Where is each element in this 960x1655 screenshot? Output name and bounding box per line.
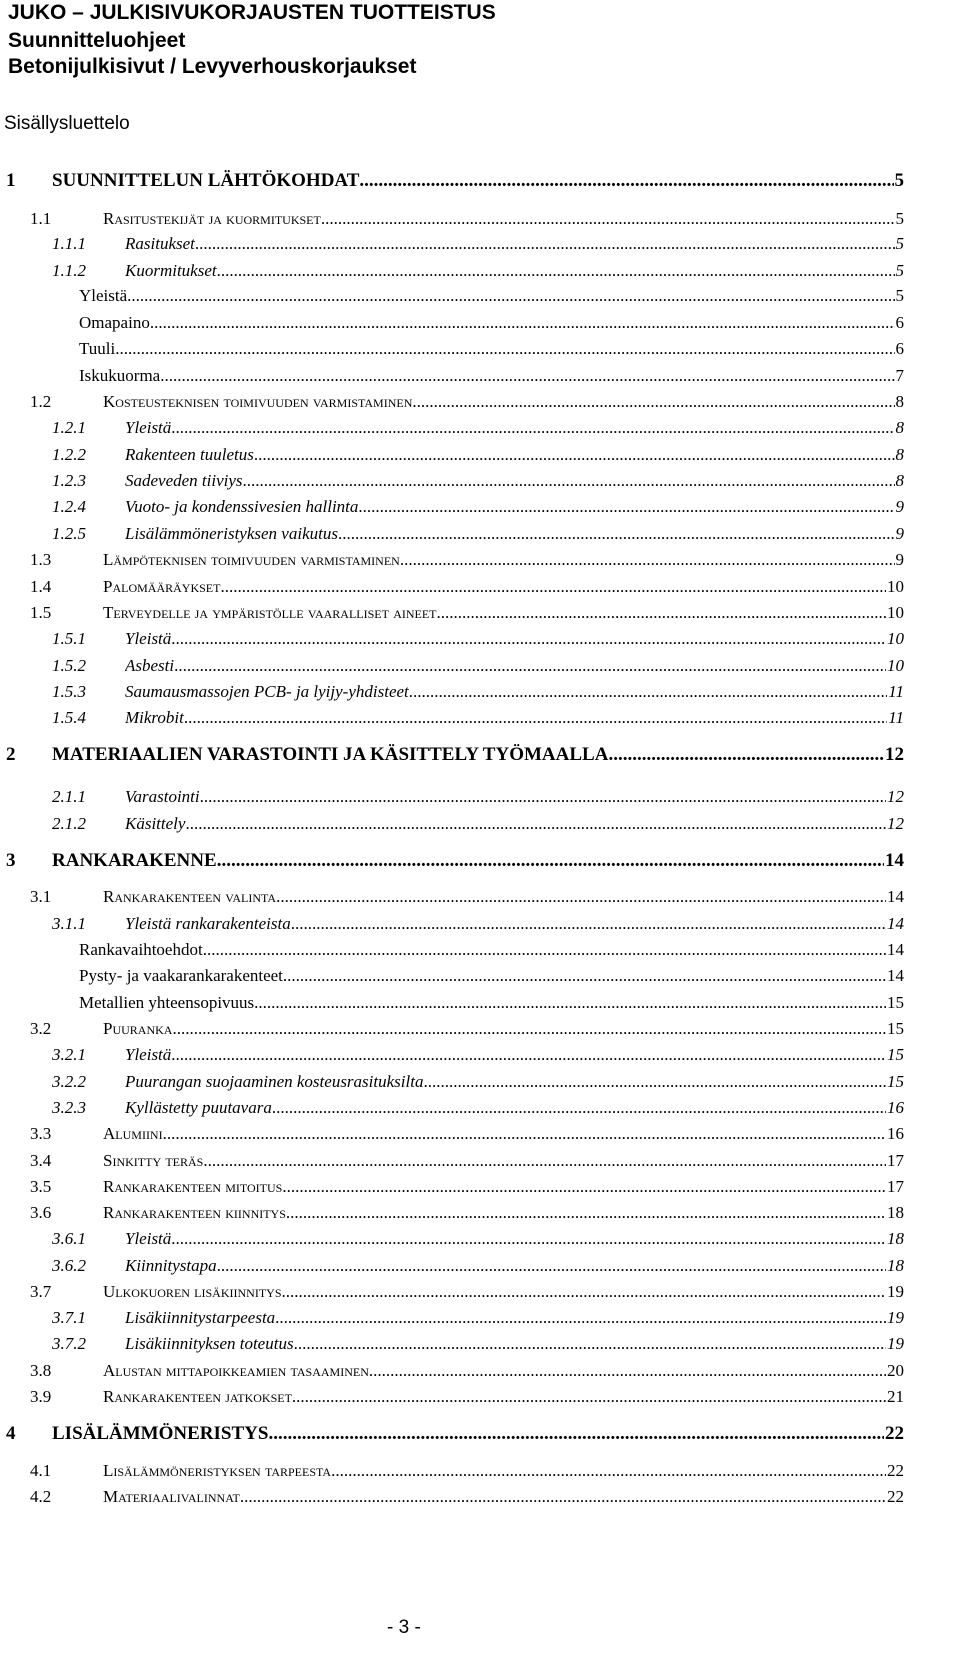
toc-entry-label: MATERIAALIEN VARASTOINTI JA KÄSITTELY TYÖMAALLA — [52, 744, 609, 765]
toc-entry-page: 18 — [887, 1203, 904, 1222]
toc-entry-page: 10 — [887, 603, 904, 622]
dot-leader — [115, 336, 894, 362]
toc-entry-number: 3.2 — [30, 1019, 52, 1038]
toc-entry-label: Käsittely — [125, 814, 186, 833]
toc-entry-label: SUUNNITTELUN LÄHTÖKOHDAT — [52, 170, 360, 191]
toc-entry-label: Terveydelle ja ympäristölle vaaralliset aineet — [103, 603, 437, 622]
toc-entry-page: 7 — [895, 366, 904, 385]
toc-entry-label: Kuormitukset — [125, 261, 217, 280]
toc-entry[interactable] — [0, 494, 904, 520]
toc-entry-label: Tuuli — [79, 339, 116, 358]
toc-entry-number: 1.4 — [30, 577, 52, 596]
toc-entry[interactable] — [0, 415, 904, 441]
toc-entry-number: 3.5 — [30, 1177, 52, 1196]
toc-entry[interactable] — [0, 231, 904, 257]
toc-entry-number: 1.1 — [30, 209, 52, 228]
toc-entry-page: 22 — [885, 1423, 904, 1444]
toc-entry-page: 17 — [887, 1151, 904, 1170]
dot-leader — [171, 1226, 886, 1252]
toc-entry-page: 15 — [887, 1072, 904, 1091]
toc-entry-label: Kyllästetty puutavara — [125, 1098, 272, 1117]
toc-entry-label: Pysty- ja vaakarankarakenteet — [79, 966, 283, 985]
dot-leader — [150, 310, 895, 336]
toc-entry[interactable] — [0, 784, 904, 810]
toc-entry-number: 1 — [6, 170, 16, 191]
dot-leader — [160, 363, 894, 389]
dot-leader — [254, 442, 895, 468]
toc-entry[interactable] — [0, 1016, 904, 1042]
dot-leader — [291, 911, 886, 937]
dot-leader — [358, 494, 894, 520]
toc-entry-page: 12 — [887, 787, 904, 806]
toc-entry-number: 3.3 — [30, 1124, 52, 1143]
toc-entry-label: Palomääräykset — [103, 577, 221, 596]
toc-entry-label: Kosteusteknisen toimivuuden varmistaminen — [103, 392, 413, 411]
toc-entry-label: Yleistä — [79, 286, 128, 305]
toc-entry-label: Rankarakenteen jatkokset — [103, 1387, 292, 1406]
toc-entry-number: 1.2 — [30, 392, 52, 411]
dot-leader — [171, 415, 894, 441]
dot-leader — [272, 1095, 886, 1121]
toc-entry[interactable] — [0, 336, 904, 362]
document-header-subtitle: Suunnitteluohjeet — [8, 29, 186, 52]
toc-entry-number: 4.2 — [30, 1487, 52, 1506]
toc-entry-page: 8 — [895, 471, 904, 490]
toc-entry-page: 5 — [895, 209, 904, 228]
toc-entry-page: 15 — [887, 1045, 904, 1064]
toc-entry-page: 10 — [887, 577, 904, 596]
toc-entry-page: 10 — [887, 629, 904, 648]
toc-entry-number: 1.2.1 — [52, 418, 86, 437]
dot-leader — [217, 258, 895, 284]
dot-leader — [203, 1148, 886, 1174]
toc-entry-number: 1.2.4 — [52, 497, 86, 516]
dot-leader — [331, 1458, 886, 1484]
toc-entry[interactable] — [0, 168, 904, 194]
toc-entry[interactable] — [0, 1069, 904, 1095]
dot-leader — [195, 231, 895, 257]
toc-entry-label: Rankarakenteen valinta — [103, 887, 277, 906]
toc-entry-label: Puuranka — [103, 1019, 173, 1038]
dot-leader — [240, 1484, 886, 1510]
toc-entry-label: Rasitustekijät ja kuormitukset — [103, 209, 321, 228]
dot-leader — [409, 679, 887, 705]
toc-entry-number: 3.1.1 — [52, 914, 86, 933]
toc-entry-label: Varastointi — [125, 787, 200, 806]
toc-entry-label: Alumiini — [103, 1124, 163, 1143]
dot-leader — [185, 811, 886, 837]
dot-leader — [184, 705, 887, 731]
toc-entry-label: Yleistä — [125, 1229, 172, 1248]
toc-entry[interactable] — [0, 679, 904, 705]
toc-entry-number: 4.1 — [30, 1461, 52, 1480]
toc-entry-number: 3.1 — [30, 887, 52, 906]
toc-entry-label: LISÄLÄMMÖNERISTYS — [52, 1423, 269, 1444]
toc-entry-page: 8 — [895, 418, 904, 437]
toc-entry-page: 14 — [885, 850, 904, 871]
toc-entry[interactable] — [0, 600, 904, 626]
toc-entry-number: 3 — [6, 850, 16, 871]
toc-entry-page: 19 — [887, 1282, 904, 1301]
dot-leader — [243, 468, 895, 494]
toc-entry-page: 19 — [887, 1334, 904, 1353]
toc-entry-number: 3.7.1 — [52, 1308, 86, 1327]
toc-entry-number: 1.5.2 — [52, 656, 86, 675]
dot-leader — [321, 206, 895, 232]
toc-entry-number: 3.2.2 — [52, 1072, 86, 1091]
dot-leader — [286, 1200, 886, 1226]
dot-leader — [217, 848, 884, 874]
toc-entry[interactable] — [0, 626, 904, 652]
toc-entry[interactable] — [0, 884, 904, 910]
toc-entry-number: 1.5 — [30, 603, 52, 622]
toc-entry-page: 6 — [895, 339, 904, 358]
toc-entry[interactable] — [0, 742, 904, 768]
toc-entry-page: 19 — [887, 1308, 904, 1327]
toc-entry-number: 1.2.2 — [52, 445, 86, 464]
toc-entry[interactable] — [0, 1226, 904, 1252]
toc-entry-label: Lisäkiinnitystarpeesta — [125, 1308, 276, 1327]
toc-entry-page: 14 — [887, 940, 904, 959]
toc-entry-label: Rasitukset — [125, 234, 195, 253]
document-header-title: JUKO – JULKISIVUKORJAUSTEN TUOTTEISTUS — [8, 1, 496, 24]
dot-leader — [282, 1279, 886, 1305]
toc-entry-label: Puurangan suojaaminen kosteusrasituksilta — [125, 1072, 424, 1091]
toc-entry-page: 8 — [895, 445, 904, 464]
toc-entry-label: Materiaalivalinnat — [103, 1487, 240, 1506]
toc-entry-number: 1.1.2 — [52, 261, 86, 280]
dot-leader — [275, 1305, 886, 1331]
toc-entry[interactable] — [0, 1358, 904, 1384]
dot-leader — [171, 1042, 886, 1068]
toc-entry-label: Mikrobit — [125, 708, 184, 727]
toc-entry[interactable] — [0, 1200, 904, 1226]
toc-entry-number: 2.1.1 — [52, 787, 86, 806]
toc-entry[interactable] — [0, 468, 904, 494]
dot-leader — [174, 653, 886, 679]
toc-entry-label: RANKARAKENNE — [52, 850, 217, 871]
dot-leader — [294, 1331, 886, 1357]
dot-leader — [359, 168, 893, 194]
toc-entry-label: Omapaino — [79, 313, 150, 332]
dot-leader — [172, 1016, 886, 1042]
toc-entry-number: 2 — [6, 744, 16, 765]
dot-leader — [400, 547, 895, 573]
toc-entry[interactable] — [0, 990, 904, 1016]
dot-leader — [276, 884, 886, 910]
toc-entry-label: Rakenteen tuuletus — [125, 445, 254, 464]
toc-entry-number: 3.6.2 — [52, 1256, 86, 1275]
toc-entry-number: 3.9 — [30, 1387, 52, 1406]
toc-entry-number: 4 — [6, 1423, 16, 1444]
dot-leader — [220, 574, 886, 600]
toc-entry-number: 1.5.3 — [52, 682, 86, 701]
toc-entry[interactable] — [0, 848, 904, 874]
toc-entry[interactable] — [0, 1331, 904, 1357]
toc-entry-label: Lisälämmöneristyksen vaikutus — [125, 524, 338, 543]
toc-entry-number: 1.5.4 — [52, 708, 86, 727]
toc-entry-page: 5 — [894, 170, 904, 191]
toc-entry-label: Yleistä — [125, 1045, 172, 1064]
toc-entry[interactable] — [0, 705, 904, 731]
toc-entry-page: 21 — [887, 1387, 904, 1406]
toc-entry-label: Sadeveden tiiviys — [125, 471, 243, 490]
dot-leader — [127, 283, 894, 309]
toc-entry-page: 12 — [885, 744, 904, 765]
toc-entry-number: 3.6 — [30, 1203, 52, 1222]
toc-entry[interactable] — [0, 653, 904, 679]
page-number: - 3 - — [387, 1617, 421, 1638]
toc-entry-page: 10 — [887, 656, 904, 675]
dot-leader — [412, 389, 894, 415]
toc-entry-page: 14 — [887, 966, 904, 985]
toc-entry[interactable] — [0, 811, 904, 837]
toc-entry[interactable] — [0, 574, 904, 600]
toc-entry-label: Metallien yhteensopivuus — [79, 993, 255, 1012]
toc-entry-label: Rankavaihtoehdot — [79, 940, 203, 959]
toc-entry-label: Lisäkiinnityksen toteutus — [125, 1334, 294, 1353]
toc-entry[interactable] — [0, 1253, 904, 1279]
toc-entry[interactable] — [0, 1384, 904, 1410]
toc-entry-page: 20 — [887, 1361, 904, 1380]
toc-entry[interactable] — [0, 911, 904, 937]
dot-leader — [369, 1358, 886, 1384]
toc-entry-number: 3.4 — [30, 1151, 52, 1170]
toc-entry[interactable] — [0, 1279, 904, 1305]
dot-leader — [437, 600, 886, 626]
toc-entry-page: 14 — [887, 914, 904, 933]
toc-entry-page: 9 — [895, 550, 904, 569]
toc-entry-number: 3.7 — [30, 1282, 52, 1301]
toc-entry[interactable] — [0, 1305, 904, 1331]
toc-entry[interactable] — [0, 1174, 904, 1200]
toc-entry[interactable] — [0, 1458, 904, 1484]
toc-entry-page: 22 — [887, 1487, 904, 1506]
toc-entry[interactable] — [0, 310, 904, 336]
toc-entry-number: 3.2.3 — [52, 1098, 86, 1117]
dot-leader — [608, 742, 884, 768]
toc-entry-label: Sinkitty teräs — [103, 1151, 204, 1170]
toc-entry-page: 18 — [887, 1256, 904, 1275]
document-header-section: Betonijulkisivut / Levyverhouskorjaukset — [8, 55, 417, 78]
dot-leader — [254, 990, 886, 1016]
toc-entry-label: Rankarakenteen mitoitus — [103, 1177, 283, 1196]
toc-entry[interactable] — [0, 1095, 904, 1121]
toc-entry-number: 1.2.3 — [52, 471, 86, 490]
toc-entry-page: 11 — [888, 708, 904, 727]
toc-entry-page: 9 — [895, 524, 904, 543]
toc-entry-page: 14 — [887, 887, 904, 906]
toc-entry-page: 15 — [887, 1019, 904, 1038]
toc-entry[interactable] — [0, 1121, 904, 1147]
toc-entry[interactable] — [0, 258, 904, 284]
toc-entry[interactable] — [0, 1148, 904, 1174]
dot-leader — [203, 937, 886, 963]
dot-leader — [283, 963, 886, 989]
toc-entry-page: 8 — [895, 392, 904, 411]
toc-entry-number: 1.1.1 — [52, 234, 86, 253]
toc-entry-page: 11 — [888, 682, 904, 701]
toc-entry[interactable] — [0, 206, 904, 232]
toc-entry[interactable] — [0, 521, 904, 547]
toc-entry-number: 3.6.1 — [52, 1229, 86, 1248]
toc-entry-label: Lämpöteknisen toimivuuden varmistaminen — [103, 550, 400, 569]
toc-entry-page: 17 — [887, 1177, 904, 1196]
toc-entry-page: 22 — [887, 1461, 904, 1480]
toc-entry[interactable] — [0, 1421, 904, 1447]
toc-entry[interactable] — [0, 363, 904, 389]
toc-entry-label: Ulkokuoren lisäkiinnitys — [103, 1282, 282, 1301]
dot-leader — [282, 1174, 886, 1200]
toc-entry-page: 6 — [895, 313, 904, 332]
toc-entry-number: 3.2.1 — [52, 1045, 86, 1064]
toc-entry-label: Saumausmassojen PCB- ja lyijy-yhdisteet — [125, 682, 409, 701]
toc-entry-label: Yleistä — [125, 629, 172, 648]
dot-leader — [292, 1384, 886, 1410]
toc-entry-page: 5 — [895, 286, 904, 305]
toc-entry-label: Rankarakenteen kiinnitys — [103, 1203, 286, 1222]
dot-leader — [268, 1421, 884, 1447]
toc-entry-label: Alustan mittapoikkeamien tasaaminen — [103, 1361, 369, 1380]
dot-leader — [171, 626, 886, 652]
toc-entry-page: 16 — [887, 1124, 904, 1143]
dot-leader — [338, 521, 895, 547]
toc-entry[interactable] — [0, 963, 904, 989]
toc-entry-page: 18 — [887, 1229, 904, 1248]
toc-entry-number: 1.3 — [30, 550, 52, 569]
toc-entry-number: 1.2.5 — [52, 524, 86, 543]
dot-leader — [163, 1121, 886, 1147]
toc-entry-page: 5 — [895, 234, 904, 253]
toc-entry-page: 12 — [887, 814, 904, 833]
toc-entry-label: Kiinnitystapa — [125, 1256, 217, 1275]
toc-entry-label: Lisälämmöneristyksen tarpeesta — [103, 1461, 332, 1480]
toc-heading: Sisällysluettelo — [4, 113, 130, 134]
toc-entry-page: 9 — [895, 497, 904, 516]
toc-entry-label: Yleistä — [125, 418, 172, 437]
dot-leader — [423, 1069, 886, 1095]
toc-entry-page: 16 — [887, 1098, 904, 1117]
toc-entry-page: 15 — [887, 993, 904, 1012]
toc-entry-label: Asbesti — [125, 656, 175, 675]
dot-leader — [200, 784, 886, 810]
toc-entry-number: 2.1.2 — [52, 814, 86, 833]
dot-leader — [217, 1253, 886, 1279]
toc-entry[interactable] — [0, 389, 904, 415]
toc-entry-page: 5 — [895, 261, 904, 280]
toc-entry-number: 1.5.1 — [52, 629, 86, 648]
toc-entry[interactable] — [0, 1484, 904, 1510]
toc-entry[interactable] — [0, 937, 904, 963]
toc-entry[interactable] — [0, 442, 904, 468]
toc-entry[interactable] — [0, 547, 904, 573]
toc-entry-label: Vuoto- ja kondenssivesien hallinta — [125, 497, 359, 516]
toc-entry-label: Yleistä rankarakenteista — [125, 914, 291, 933]
toc-entry[interactable] — [0, 1042, 904, 1068]
toc-entry-number: 3.7.2 — [52, 1334, 86, 1353]
toc-entry[interactable] — [0, 283, 904, 309]
toc-entry-number: 3.8 — [30, 1361, 52, 1380]
toc-entry-label: Iskukuorma — [79, 366, 161, 385]
